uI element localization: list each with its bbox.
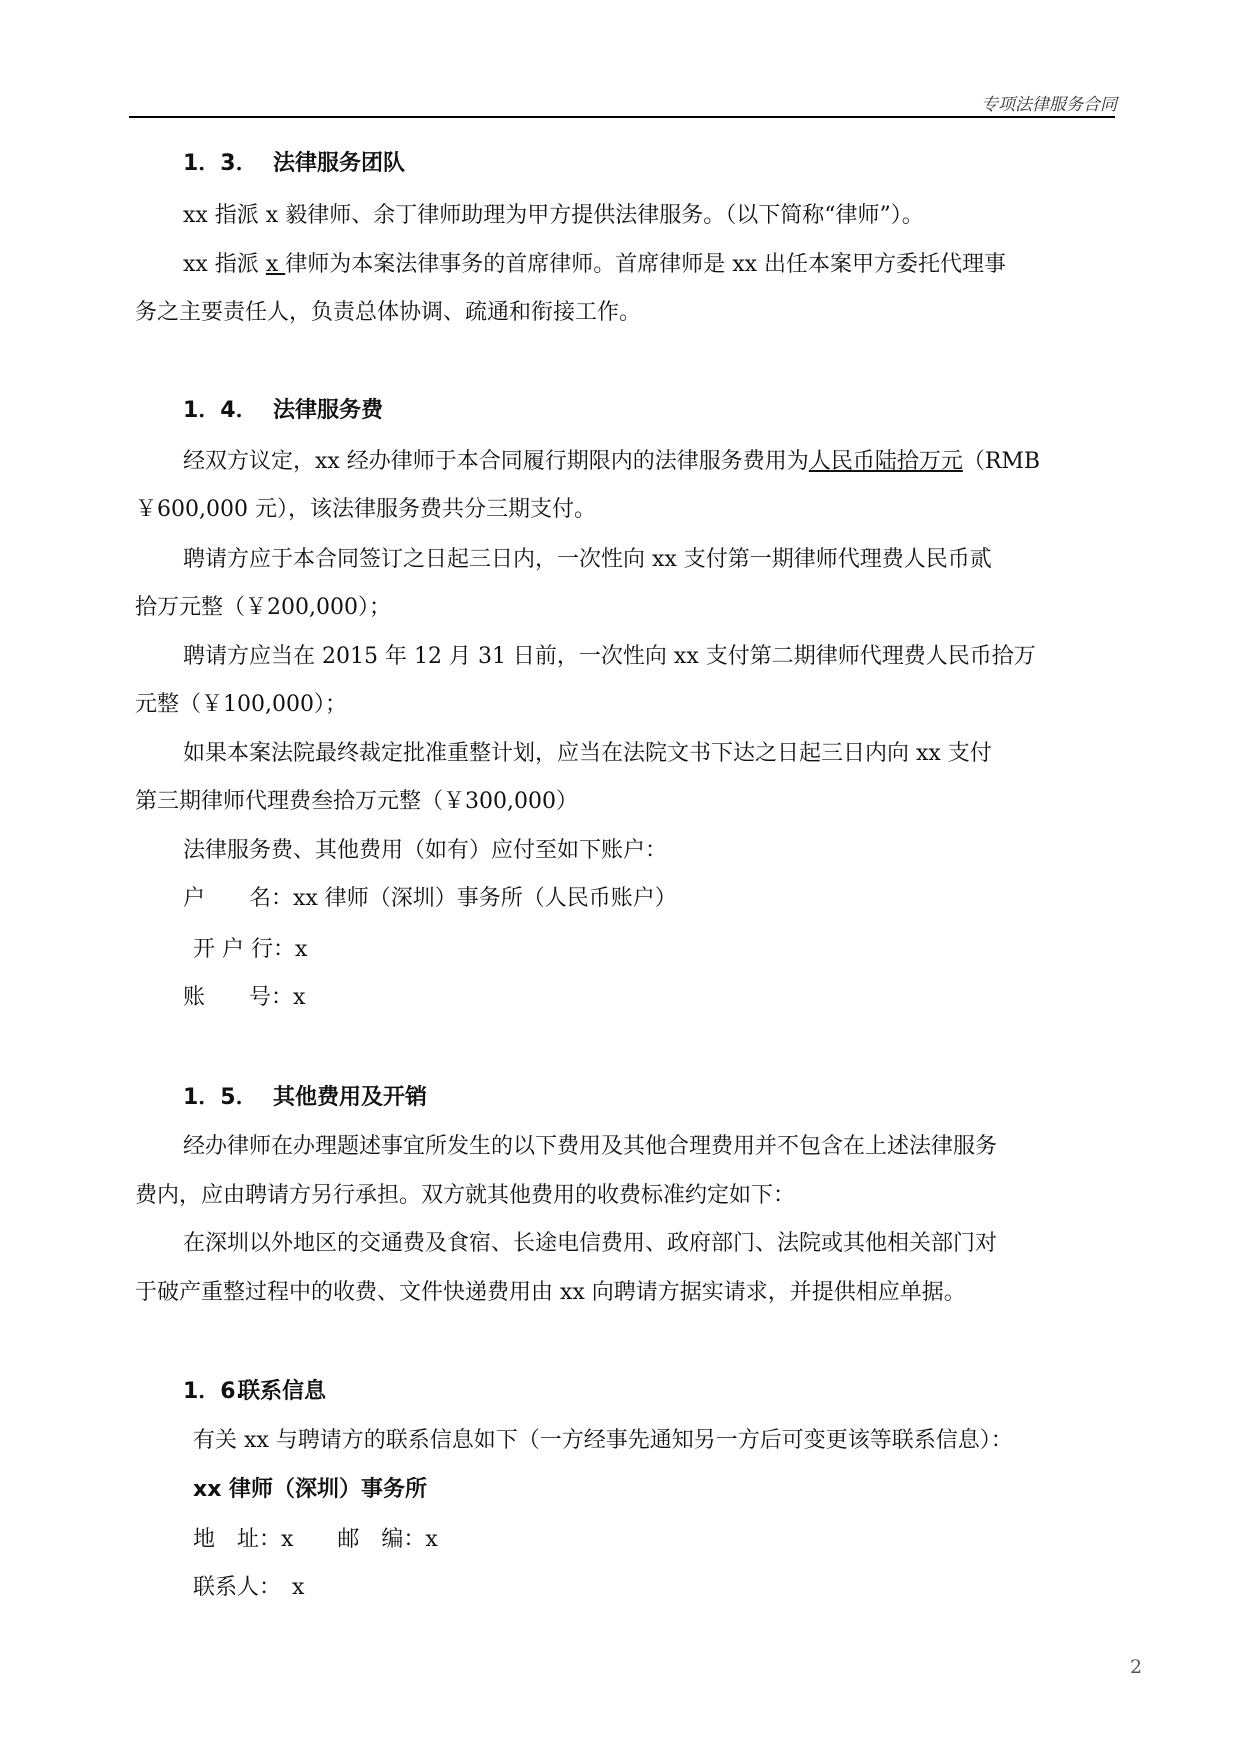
paragraph: 在深圳以外地区的交通费及食宿、长途电信费用、政府部门、法院或其他相关部门对 bbox=[183, 1231, 998, 1256]
paragraph-continuation: 费内，应由聘请方另行承担。双方就其他费用的收费标准约定如下： bbox=[135, 1183, 796, 1208]
section-title: 法律服务团队 bbox=[273, 151, 406, 176]
section-title: 法律服务费 bbox=[273, 398, 384, 423]
paragraph bbox=[183, 447, 1040, 477]
paragraph-continuation: 第三期律师代理费叁拾万元整（￥300,000） bbox=[135, 789, 578, 814]
section-1-4-heading bbox=[183, 396, 383, 426]
paragraph-continuation: 元整（￥100,000）； bbox=[135, 692, 347, 717]
address-line: 地 址：x 邮 编：x bbox=[193, 1527, 438, 1552]
account-name: 户 名：xx 律师（深圳）事务所（人民币账户） bbox=[183, 886, 677, 911]
underlined-text: 人民币陆拾万元 bbox=[808, 449, 963, 474]
paragraph-continuation: 拾万元整（￥200,000）； bbox=[135, 595, 391, 620]
paragraph: 有关 xx 与聘请方的联系信息如下（一方经事先通知另一方后可变更该等联系信息）： bbox=[193, 1428, 1013, 1453]
paragraph: 经办律师在办理题述事宜所发生的以下费用及其他合理费用并不包含在上述法律服务 bbox=[183, 1134, 998, 1159]
paragraph: 法律服务费、其他费用（如有）应付至如下账户： bbox=[183, 838, 668, 863]
paragraph: 聘请方应当在 2015 年 12 月 31 日前，一次性向 xx 支付第二期律师代理费人民币拾万 bbox=[183, 644, 1036, 669]
paragraph: 如果本案法院最终裁定批准重整计划，应当在法院文书下达之日起三日内向 xx 支付 bbox=[183, 741, 992, 766]
paragraph-continuation: 于破产重整过程中的收费、文件快递费用由 xx 向聘请方据实请求，并提供相应单据。 bbox=[135, 1280, 966, 1305]
section-title: 其他费用及开销 bbox=[273, 1085, 428, 1110]
section-title: 联系信息 bbox=[238, 1379, 327, 1404]
section-number: 1．5． bbox=[183, 1085, 258, 1110]
section-number: 1．3． bbox=[183, 151, 258, 176]
paragraph bbox=[183, 250, 1006, 280]
text-run: xx 指派 bbox=[183, 252, 266, 277]
contact-line: 联系人： x bbox=[193, 1575, 305, 1600]
text-run: （RMB bbox=[962, 449, 1041, 474]
section-1-5-heading bbox=[183, 1083, 427, 1113]
header-divider bbox=[129, 116, 1115, 118]
page-number: 2 bbox=[1130, 1656, 1143, 1678]
text-run: 律师为本案法律事务的首席律师。首席律师是 xx 出任本案甲方委托代理事 bbox=[285, 252, 1007, 277]
text-run: 经双方议定，xx 经办律师于本合同履行期限内的法律服务费用为 bbox=[183, 449, 809, 474]
paragraph: xx 指派 x 毅律师、余丁律师助理为甲方提供法律服务。（以下简称“律师”）。 bbox=[183, 203, 924, 228]
section-number: 1．6. bbox=[183, 1379, 244, 1404]
firm-name: xx 律师（深圳）事务所 bbox=[193, 1477, 428, 1502]
account-number: 账 号：x bbox=[183, 985, 306, 1010]
header-title: 专项法律服务合同 bbox=[981, 95, 1117, 115]
paragraph-continuation: 务之主要责任人，负责总体协调、疏通和衔接工作。 bbox=[135, 300, 642, 325]
section-number: 1．4． bbox=[183, 398, 258, 423]
section-1-3-heading bbox=[183, 149, 405, 179]
paragraph-continuation: ￥600,000 元），该法律服务费共分三期支付。 bbox=[135, 497, 596, 522]
section-1-6-heading bbox=[183, 1377, 326, 1407]
underlined-text: x bbox=[265, 252, 286, 277]
account-bank: 开 户 行：x bbox=[193, 937, 308, 962]
paragraph: 聘请方应于本合同签订之日起三日内，一次性向 xx 支付第一期律师代理费人民币贰 bbox=[183, 547, 992, 572]
